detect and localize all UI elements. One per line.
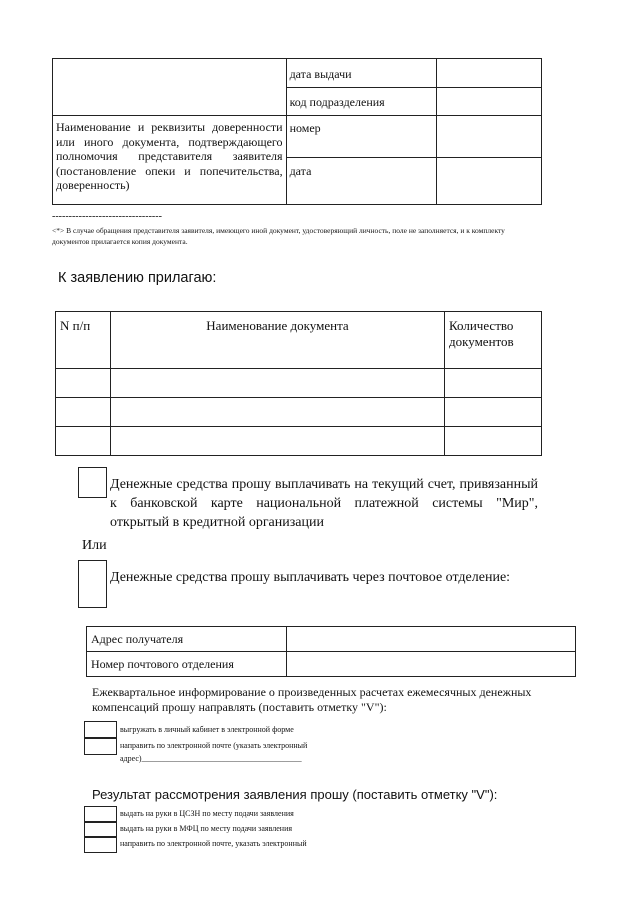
mfc-option-label: выдать на руки в МФЦ по месту подачи заявления — [120, 824, 293, 833]
post-office-number-label: Номер почтового отделения — [87, 652, 287, 677]
recipient-address-label: Адрес получателя — [87, 627, 287, 652]
card-payment-text: Денежные средства прошу выплачивать на текущий счет, привязанный к банковской карте национальной платежной системы "Мир", открытый в кредитной организации — [110, 477, 538, 530]
col-header-number: N п/п — [56, 312, 111, 369]
row-document-cell[interactable] — [111, 398, 445, 427]
email-address-line[interactable]: адрес)________________________________________ — [120, 754, 302, 763]
attachments-title: К заявлению прилагаю: — [58, 270, 217, 286]
email-result-option-label: направить по электронной почте, указать электронный — [120, 839, 307, 848]
table-row — [56, 369, 542, 398]
email-option-label: направить по электронной почте (указать электронный — [120, 741, 308, 750]
representative-document-table — [52, 58, 542, 205]
row-number-cell[interactable] — [56, 427, 111, 456]
footnote-text: <*> В случае обращения представителя заявителя, имеющего иной документ, удостоверяющий личность, поле не заполняется, и к комплекту документов прилагается копия документа. — [52, 226, 505, 246]
post-payment-checkbox[interactable] — [78, 560, 107, 608]
row-count-cell[interactable] — [445, 369, 542, 398]
col-header-document-name: Наименование документа — [111, 312, 445, 369]
czsn-option-label: выдать на руки в ЦСЗН по месту подачи заявления — [120, 809, 294, 818]
row-document-cell[interactable] — [111, 427, 445, 456]
row-count-cell[interactable] — [445, 398, 542, 427]
row-document-cell[interactable] — [111, 369, 445, 398]
email-result-checkbox[interactable] — [84, 836, 117, 853]
row-number-cell[interactable] — [56, 369, 111, 398]
postal-table — [86, 626, 576, 677]
doc-number-field[interactable] — [437, 116, 542, 158]
doc-date-label: дата — [286, 158, 437, 205]
recipient-address-field[interactable] — [287, 627, 576, 652]
or-label: Или — [82, 538, 107, 553]
cabinet-checkbox[interactable] — [84, 721, 117, 738]
division-code-field[interactable] — [437, 88, 542, 116]
row-count-cell[interactable] — [445, 427, 542, 456]
card-payment-checkbox[interactable] — [78, 467, 107, 498]
doc-number-label: номер — [286, 116, 437, 158]
table-row — [56, 398, 542, 427]
footnote-separator: --------------------------------- — [52, 211, 162, 222]
post-office-number-field[interactable] — [287, 652, 576, 677]
quarterly-info-text: Ежеквартальное информирование о произведенных расчетах ежемесячных денежных компенсаций прошу направлять (поставить отметку "V"): — [92, 685, 532, 714]
post-payment-text: Денежные средства прошу выплачивать через почтовое отделение: — [110, 570, 511, 585]
attachments-table — [55, 311, 542, 456]
division-code-label: код подразделения — [286, 88, 437, 116]
table-row — [56, 427, 542, 456]
email-notify-checkbox[interactable] — [84, 738, 117, 755]
col-header-document-count: Количество документов — [445, 312, 542, 369]
issue-date-label: дата выдачи — [286, 59, 437, 88]
empty-cell — [53, 59, 287, 116]
representative-document-label: Наименование и реквизиты доверенности или иного документа, подтверждающего полномочия представителя заявителя (постановление опеки и попечительства, доверенность) — [53, 116, 287, 205]
doc-date-field[interactable] — [437, 158, 542, 205]
row-number-cell[interactable] — [56, 398, 111, 427]
cabinet-option-label: выгружать в личный кабинет в электронной форме — [120, 725, 294, 734]
result-title: Результат рассмотрения заявления прошу (поставить отметку "V"): — [92, 787, 498, 802]
issue-date-field[interactable] — [437, 59, 542, 88]
